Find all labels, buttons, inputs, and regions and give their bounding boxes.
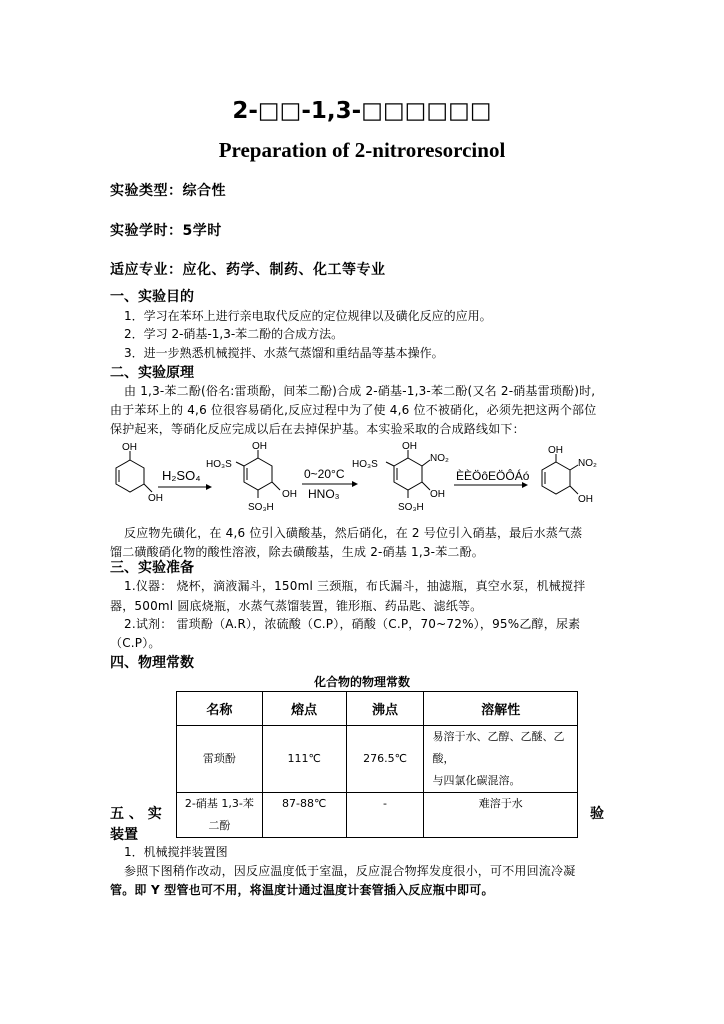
section-constants-heading: 四、物理常数 — [110, 655, 194, 671]
reagent-h2so4: H₂SO₄ — [162, 468, 201, 483]
principle-line: 馏二磺酸硝化物的酸性溶液，除去磺酸基，生成 2-硝基 1,3-苯二酚。 — [110, 545, 485, 559]
label-oh: OH — [282, 489, 297, 500]
reagent-hno3: HNO₃ — [308, 487, 340, 501]
column-header: 名称 — [177, 692, 263, 726]
label-oh: OH — [578, 494, 593, 505]
table-caption: 化合物的物理常数 — [313, 675, 410, 689]
label-no2: NO₂ — [430, 453, 449, 464]
cell-boiling-point: 276.5℃ — [346, 726, 424, 793]
reaction-arrowhead — [352, 481, 358, 487]
nitroresorcinol-structure — [542, 454, 578, 494]
principle-line: 反应物先磺化，在 4,6 位引入磺酸基，然后硝化，在 2 号位引入硝基，最后水蒸气蒸 — [124, 526, 583, 540]
cell-solubility — [424, 726, 578, 793]
label-oh: OH — [430, 489, 445, 500]
column-header: 溶解性 — [424, 692, 578, 726]
solubility-line: 与四氯化碳混溶。 — [432, 774, 521, 787]
purpose-item: 2．学习 2-硝基-1,3-苯二酚的合成方法。 — [124, 327, 344, 341]
nitro-disulfonic-acid-structure — [386, 450, 430, 498]
cell-name — [177, 793, 263, 838]
apparatus-line: 管。即 Y 型管也可不用，将温度计通过温度计套管插入反应瓶中即可。 — [110, 883, 494, 897]
prep-line: 器，500ml 圆底烧瓶，水蒸气蒸馏装置，锥形瓶、药品匙、滤纸等。 — [110, 599, 483, 613]
label-oh: OH — [252, 441, 267, 452]
reaction-arrowhead — [206, 484, 212, 490]
prep-line: （C.P）。 — [110, 636, 161, 650]
column-header: 沸点 — [346, 692, 424, 726]
principle-line: 由于苯环上的 4,6 位很容易硝化,反应过程中为了使 4,6 位不被硝化，必须先把这两个部位 — [110, 403, 597, 417]
name-line: 2-硝基 1,3-苯 — [184, 797, 254, 810]
page-subtitle: Preparation of 2-nitroresorcinol — [218, 138, 506, 162]
applicable-majors: 适应专业：应化、药学、制药、化工等专业 — [110, 262, 386, 278]
label-ho3s: HO₃S — [352, 459, 378, 470]
column-header: 熔点 — [262, 692, 346, 726]
section-principle-heading: 二、实验原理 — [110, 365, 194, 381]
section-apparatus-heading: 五 、 实 — [110, 806, 162, 822]
section-purpose-heading: 一、实验目的 — [110, 289, 194, 305]
label-so3h: SO₃H — [398, 502, 424, 513]
cell-boiling-point: - — [346, 793, 424, 838]
cell-name: 雷琐酚 — [177, 726, 263, 793]
section-apparatus-heading-end: 验 — [590, 806, 604, 822]
name-line: 二酚 — [208, 819, 231, 832]
table-row — [177, 793, 578, 838]
purpose-item: 3．进一步熟悉机械搅拌、水蒸气蒸馏和重结晶等基本操作。 — [124, 346, 444, 360]
synthesis-scheme — [108, 440, 618, 520]
section-apparatus-heading-wrap: 装置 — [110, 827, 138, 843]
prep-line: 2.试剂： 雷琐酚（A.R），浓硫酸（C.P），硝酸（C.P，70~72%），95%乙醇，尿素 — [124, 617, 581, 631]
cell-melting-point: 111℃ — [262, 726, 346, 793]
section-prep-heading: 三、实验准备 — [110, 560, 194, 576]
apparatus-line: 参照下图稍作改动，因反应温度低于室温，反应混合物挥发度很小，可不用回流冷凝 — [124, 864, 576, 878]
table-row — [177, 726, 578, 793]
solubility-line: 易溶于水、乙醇、乙醚、乙酸， — [432, 730, 565, 765]
disulfonic-acid-structure — [236, 450, 280, 498]
principle-line: 保护起来，等硝化反应完成以后在去掉保护基。本实验采取的合成路线如下： — [110, 422, 525, 436]
experiment-type: 实验类型：综合性 — [110, 183, 226, 199]
purpose-item: 1．学习在苯环上进行亲电取代反应的定位规律以及磺化反应的应用。 — [124, 309, 492, 323]
prep-line: 1.仪器： 烧杯，滴液漏斗，150ml 三颈瓶，布氏漏斗，抽滤瓶，真空水泵，机械搅拌 — [124, 579, 586, 593]
reagent-steam-distillation: ÈÈÖôEÖÔÁó — [456, 469, 530, 483]
cell-melting-point: 87-88℃ — [262, 793, 346, 838]
label-ho3s: HO₃S — [206, 459, 232, 470]
reagent-temperature: 0~20°C — [304, 467, 345, 481]
label-oh: OH — [402, 441, 417, 452]
physical-constants-table — [176, 691, 578, 838]
page-title: 2-□□-1,3-□□□□□□ — [232, 98, 492, 124]
cell-solubility: 难溶于水 — [424, 793, 578, 838]
experiment-hours: 实验学时：5学时 — [110, 223, 222, 239]
principle-line: 由 1,3-苯二酚(俗名:雷琐酚，间苯二酚)合成 2-硝基-1,3-苯二酚(又名 2-硝基雷琐酚)时, — [124, 384, 596, 398]
apparatus-item: 1．机械搅拌装置图 — [124, 845, 228, 859]
label-oh: OH — [122, 442, 137, 453]
label-oh: OH — [548, 445, 563, 456]
label-no2: NO₂ — [578, 458, 597, 469]
table-header-row — [177, 692, 578, 726]
resorcinol-structure — [116, 451, 152, 492]
label-oh: OH — [148, 493, 163, 504]
label-so3h: SO₃H — [248, 502, 274, 513]
